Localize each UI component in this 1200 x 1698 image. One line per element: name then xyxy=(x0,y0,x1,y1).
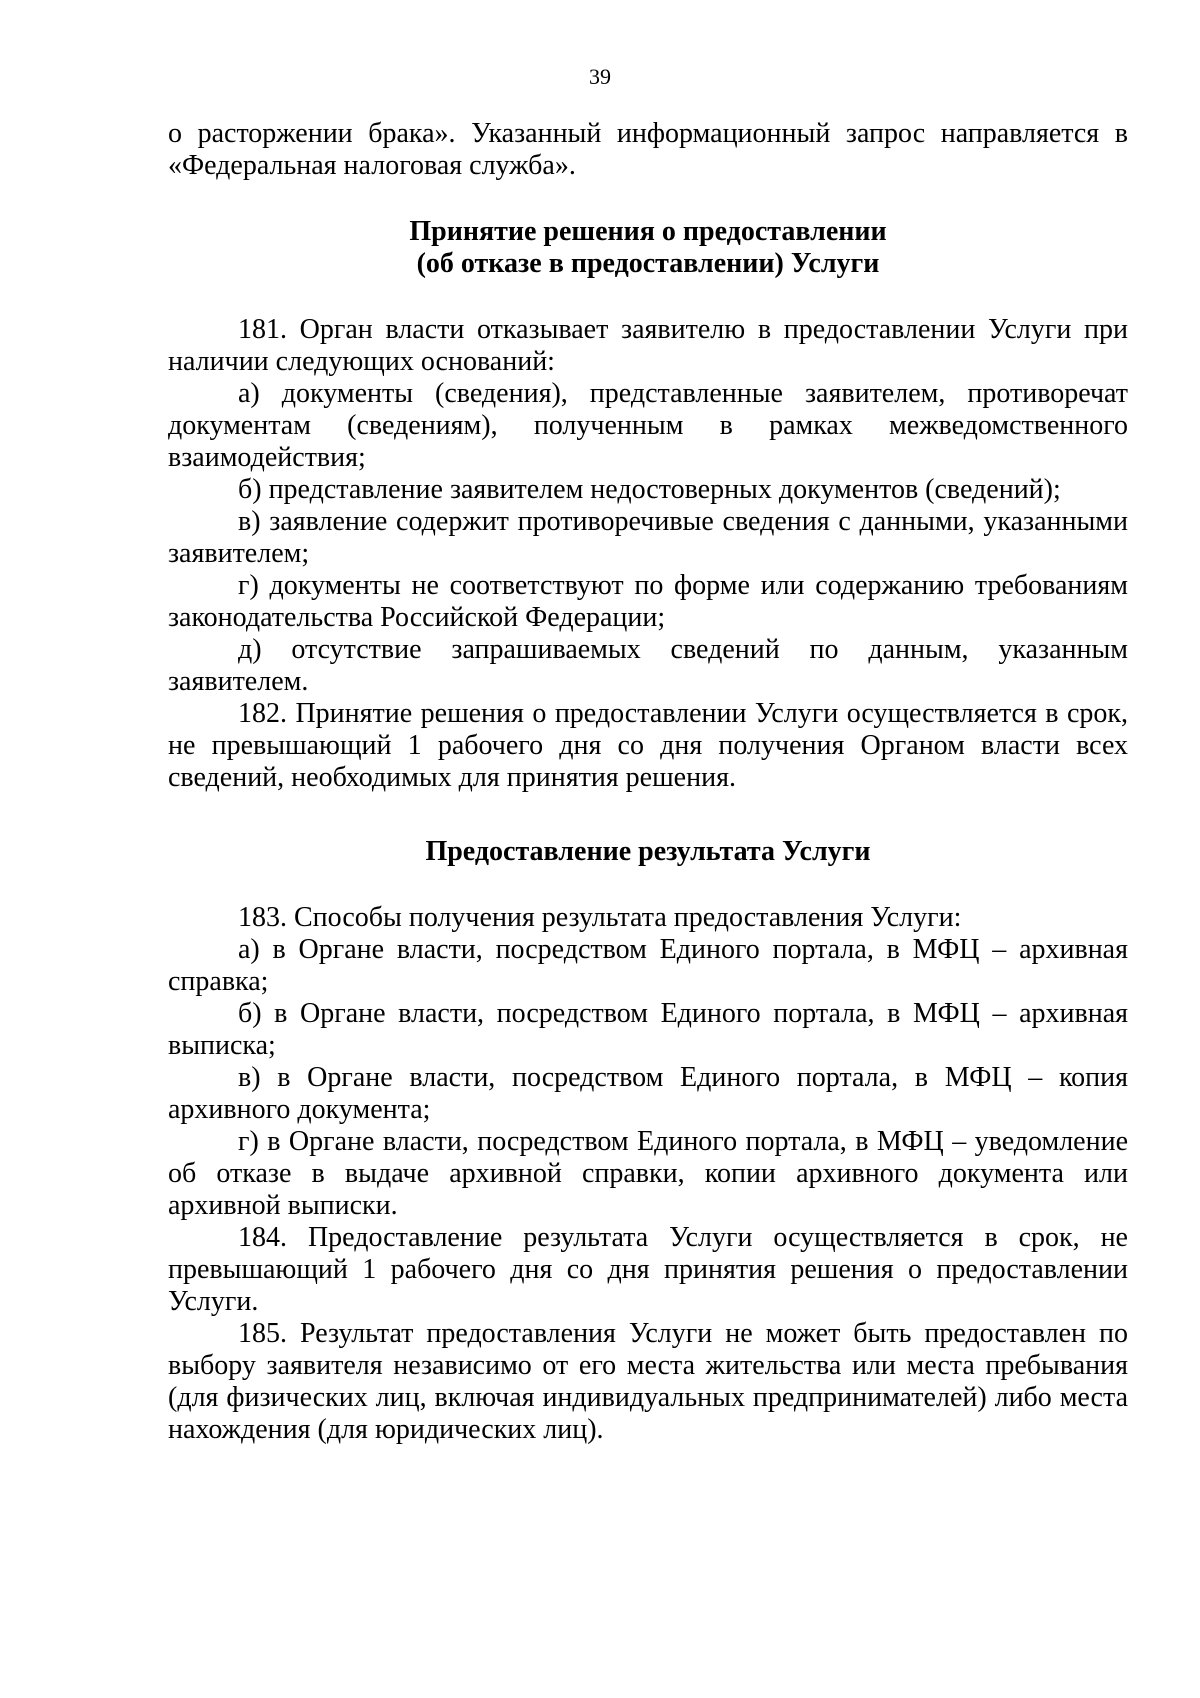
paragraph-182: 182. Принятие решения о предоставлении Услуги осуществляется в срок, не превышающий 1 рабочего дня со дня получения Органом власти всех сведений, необходимых для принятия решения. xyxy=(168,698,1128,793)
section-2-heading: Предоставление результата Услуги xyxy=(425,836,871,867)
list-item-181-g: г) документы не соответствуют по форме или содержанию требованиям законодательства Российской Федерации; xyxy=(168,570,1128,633)
spacer xyxy=(168,868,1128,902)
page-number: 39 xyxy=(589,64,611,89)
list-item-181-a: а) документы (сведения), представленные заявителем, противоречат документам (сведениям), полученным в рамках межведомственного взаимодействия; xyxy=(168,378,1128,473)
paragraph-183: 183. Способы получения результата предоставления Услуги: xyxy=(238,902,962,933)
list-item-181-d: д) отсутствие запрашиваемых сведений по данным, указанным заявителем. xyxy=(168,634,1128,697)
section-1-heading-line-1: Принятие решения о предоставлении xyxy=(409,216,887,247)
spacer xyxy=(168,794,1128,836)
list-item-183-g: г) в Органе власти, посредством Единого портала, в МФЦ – уведомление об отказе в выдаче архивной справки, копии архивного документа или архивной выписки. xyxy=(168,1126,1128,1221)
list-item-181-v: в) заявление содержит противоречивые сведения с данными, указанными заявителем; xyxy=(168,506,1128,569)
paragraph-185: 185. Результат предоставления Услуги не может быть предоставлен по выбору заявителя независимо от его места жительства или места пребывания (для физических лиц, включая индивидуальных предпринимателей) либо места нахождения (для юридических лиц). xyxy=(168,1318,1128,1445)
list-item-183-b: б) в Органе власти, посредством Единого портала, в МФЦ – архивная выписка; xyxy=(168,998,1128,1061)
section-1-heading xyxy=(168,216,1128,280)
intro-paragraph: о расторжении брака». Указанный информационный запрос направляется в «Федеральная налоговая служба». xyxy=(168,118,1128,181)
paragraph-184: 184. Предоставление результата Услуги осуществляется в срок, не превышающий 1 рабочего дня со дня принятия решения о предоставлении Услуги. xyxy=(168,1222,1128,1317)
paragraph-181: 181. Орган власти отказывает заявителю в предоставлении Услуги при наличии следующих оснований: xyxy=(168,314,1128,377)
list-item-181-b: б) представление заявителем недостоверных документов (сведений); xyxy=(238,474,1061,505)
list-item-183-a: а) в Органе власти, посредством Единого портала, в МФЦ – архивная справка; xyxy=(168,934,1128,997)
spacer xyxy=(168,182,1128,216)
spacer xyxy=(168,280,1128,314)
list-item-183-v: в) в Органе власти, посредством Единого портала, в МФЦ – копия архивного документа; xyxy=(168,1062,1128,1125)
section-1-heading-line-2: (об отказе в предоставлении) Услуги xyxy=(416,248,880,279)
document-body xyxy=(168,118,1128,1446)
